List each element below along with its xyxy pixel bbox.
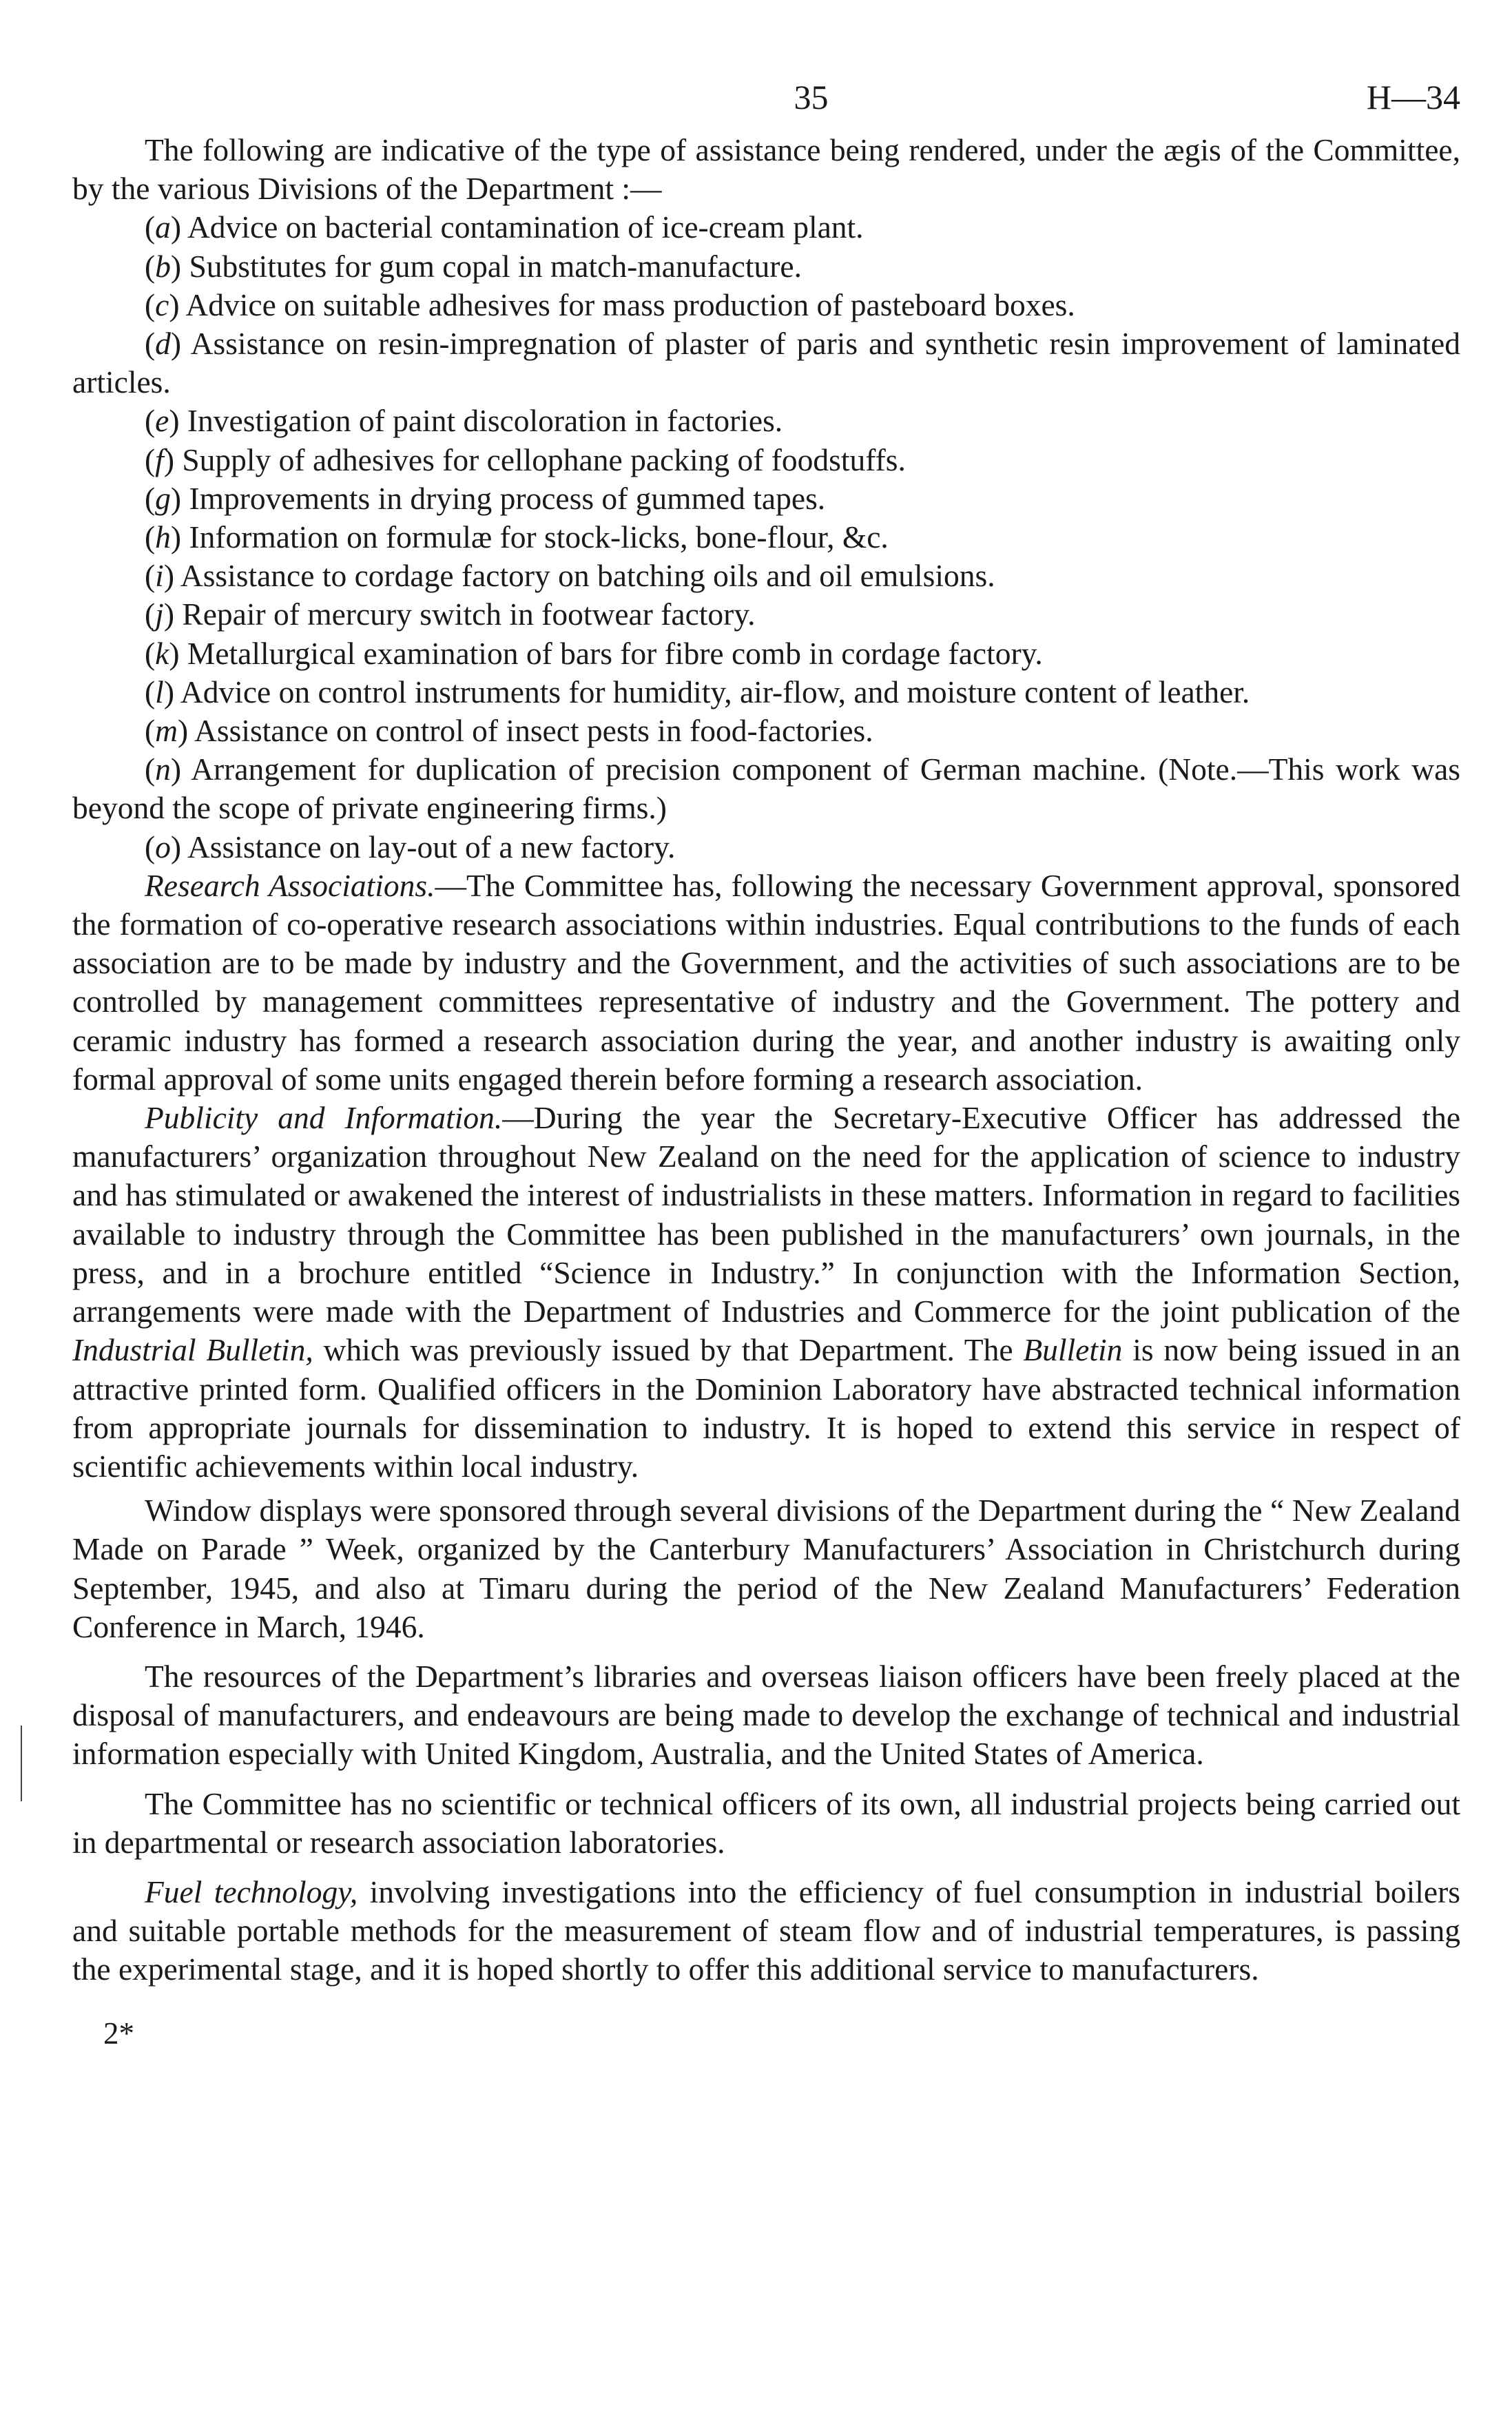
publicity-text-part-2: which was previously issued by that Department. The — [313, 1332, 1024, 1368]
list-item-letter: a — [155, 209, 171, 245]
list-item-letter: j — [155, 597, 164, 632]
assistance-list — [72, 208, 1460, 866]
list-item-label: (h) — [145, 519, 189, 555]
list-item-text: Information on formulæ for stock-licks, bone-flour, &c. — [189, 519, 889, 555]
list-item-letter: n — [155, 752, 171, 787]
list-item-label: (d) — [145, 326, 191, 362]
margin-rule — [21, 1726, 22, 1801]
list-item-letter: g — [155, 480, 171, 516]
list-item — [72, 518, 1460, 557]
committee-note-paragraph: The Committee has no scientific or technical officers of its own, all industrial projects being carried out in departmental or research association laboratories. — [72, 1785, 1460, 1860]
list-item-text: Assistance on control of insect pests in food-factories. — [194, 713, 873, 749]
list-item-text: Advice on control instruments for humidity, air-flow, and moisture content of leather. — [180, 674, 1250, 709]
list-item-label: (n) — [145, 752, 191, 787]
industrial-bulletin-title: Industrial Bulletin, — [72, 1332, 313, 1368]
list-item-text: Supply of adhesives for cellophane packing of foodstuffs. — [182, 442, 906, 477]
list-item-letter: o — [155, 829, 171, 864]
publicity-text-part-3: is now being issued in an attractive printed form. Qualified officers in the Dominion Laboratory have abstracted technical information from appropriate journals for dissemination to industry. It is hoped to extend this service in respect of scientific achievements within local industry. — [72, 1332, 1460, 1484]
window-displays-paragraph: Window displays were sponsored through several divisions of the Department during the “ New Zealand Made on Parade ” Week, organized by the Canterbury Manufacturers’ Association in Christchurch during September, 1945, and also at Timaru during the period of the New Zealand Manufacturers’ Federation Conference in March, 1946. — [72, 1493, 1460, 1644]
list-item-text: Substitutes for gum copal in match-manufacture. — [189, 248, 802, 284]
list-item-text: Advice on bacterial contamination of ice-cream plant. — [187, 209, 864, 245]
publicity-paragraph — [72, 1099, 1460, 1486]
fuel-technology-text: involving investigations into the efficiency of fuel consumption in industrial boilers and suitable portable methods for the measurement of steam flow and of industrial temperatures, is passing the experimental stage, and it is hoped shortly to offer this additional service to manufacturers. — [72, 1874, 1460, 1987]
document-page — [72, 69, 1460, 2051]
fuel-technology-paragraph — [72, 1873, 1460, 1989]
intro-paragraph: The following are indicative of the type of assistance being rendered, under the ægis of the Committee, by the various Divisions of the Department :— — [72, 132, 1460, 207]
list-item-label: (l) — [145, 674, 180, 709]
publicity-heading: Publicity and Information. — [145, 1100, 503, 1136]
list-item-text: Improvements in drying process of gummed tapes. — [189, 480, 826, 516]
list-item — [72, 828, 1460, 867]
page-number: 35 — [794, 78, 829, 116]
list-item-label: (o) — [145, 829, 187, 864]
list-item-letter: i — [155, 558, 164, 594]
list-item — [72, 402, 1460, 440]
document-reference: H—34 — [1366, 78, 1460, 116]
list-item-letter: l — [155, 674, 164, 709]
list-item — [72, 324, 1460, 402]
publicity-text-part-1: —During the year the Secretary-Executive Officer has addressed the manufacturers’ organization throughout New Zealand on the need for the application of science to industry and has stimulated or awakened the interest of industrialists in these matters. Information in regard to facilities available to industry through the Committee has been published in the manufacturers’ own journals, in the press, and in a brochure entitled “Science in Industry.” In conjunction with the Information Section, arrangements were made with the Department of Industries and Commerce for the joint publication of the — [72, 1100, 1461, 1329]
list-item-label: (c) — [145, 287, 186, 322]
list-item — [72, 441, 1460, 479]
list-item — [72, 557, 1460, 595]
list-item-label: (f) — [145, 442, 183, 477]
list-item-text: Assistance to cordage factory on batching oils and oil emulsions. — [180, 558, 995, 594]
list-item — [72, 286, 1460, 324]
list-item — [72, 712, 1460, 750]
list-item-letter: f — [155, 442, 164, 477]
list-item-text: Metallurgical examination of bars for fibre comb in cordage factory. — [187, 635, 1043, 671]
libraries-paragraph: The resources of the Department’s libraries and overseas liaison officers have been freely placed at the disposal of manufacturers, and endeavours are being made to develop the exchange of technical and industrial information especially with United Kingdom, Australia, and the United States of America. — [72, 1658, 1460, 1772]
fuel-technology-heading: Fuel technology, — [145, 1874, 358, 1909]
list-item-label: (m) — [145, 713, 195, 749]
research-associations-text: —The Committee has, following the necessary Government approval, sponsored the formation of co-operative research associations within industries. Equal contributions to the funds of each association are to be made by industry and the Government, and the activities of such associations are to be controlled by management committees representative of industry and the Government. The pottery and ceramic industry has formed a research association during the year, and another industry is awaiting only formal approval of some units engaged therein before forming a research association. — [72, 867, 1460, 1097]
research-associations-heading: Research Associations. — [145, 867, 435, 903]
list-item — [72, 247, 1460, 286]
page-header — [72, 69, 1460, 131]
list-item — [72, 208, 1460, 247]
list-item-text: Assistance on lay-out of a new factory. — [187, 829, 676, 864]
list-item-text: Advice on suitable adhesives for mass production of pasteboard boxes. — [185, 287, 1075, 322]
list-item-label: (j) — [145, 597, 183, 632]
list-item-label: (b) — [145, 248, 189, 284]
list-item-letter: d — [155, 326, 171, 362]
list-item — [72, 634, 1460, 673]
list-item — [72, 479, 1460, 518]
list-item-text: Investigation of paint discoloration in factories. — [187, 403, 783, 439]
list-item-label: (a) — [145, 209, 187, 245]
signature-mark: 2* — [103, 2016, 134, 2051]
list-item — [72, 673, 1460, 712]
list-item — [72, 595, 1460, 634]
research-associations-paragraph — [72, 867, 1460, 1099]
list-item-letter: k — [155, 635, 169, 671]
list-item-label: (k) — [145, 635, 187, 671]
list-item-letter: h — [155, 519, 171, 555]
list-item-text: Arrangement for duplication of precision component of German machine. (Note.—This work was beyond the scope of private engineering firms.) — [72, 752, 1460, 826]
list-item-text: Assistance on resin-impregnation of plaster of paris and synthetic resin improvement of laminated articles. — [72, 326, 1460, 400]
bulletin-short-title: Bulletin — [1023, 1332, 1123, 1368]
list-item-letter: m — [155, 713, 178, 749]
list-item-letter: c — [155, 287, 169, 322]
list-item-text: Repair of mercury switch in footwear factory. — [182, 597, 756, 632]
list-item-label: (i) — [145, 558, 180, 594]
list-item-letter: e — [155, 403, 169, 439]
list-item — [72, 750, 1460, 827]
list-item-label: (g) — [145, 480, 189, 516]
list-item-label: (e) — [145, 403, 187, 439]
list-item-letter: b — [155, 248, 171, 284]
